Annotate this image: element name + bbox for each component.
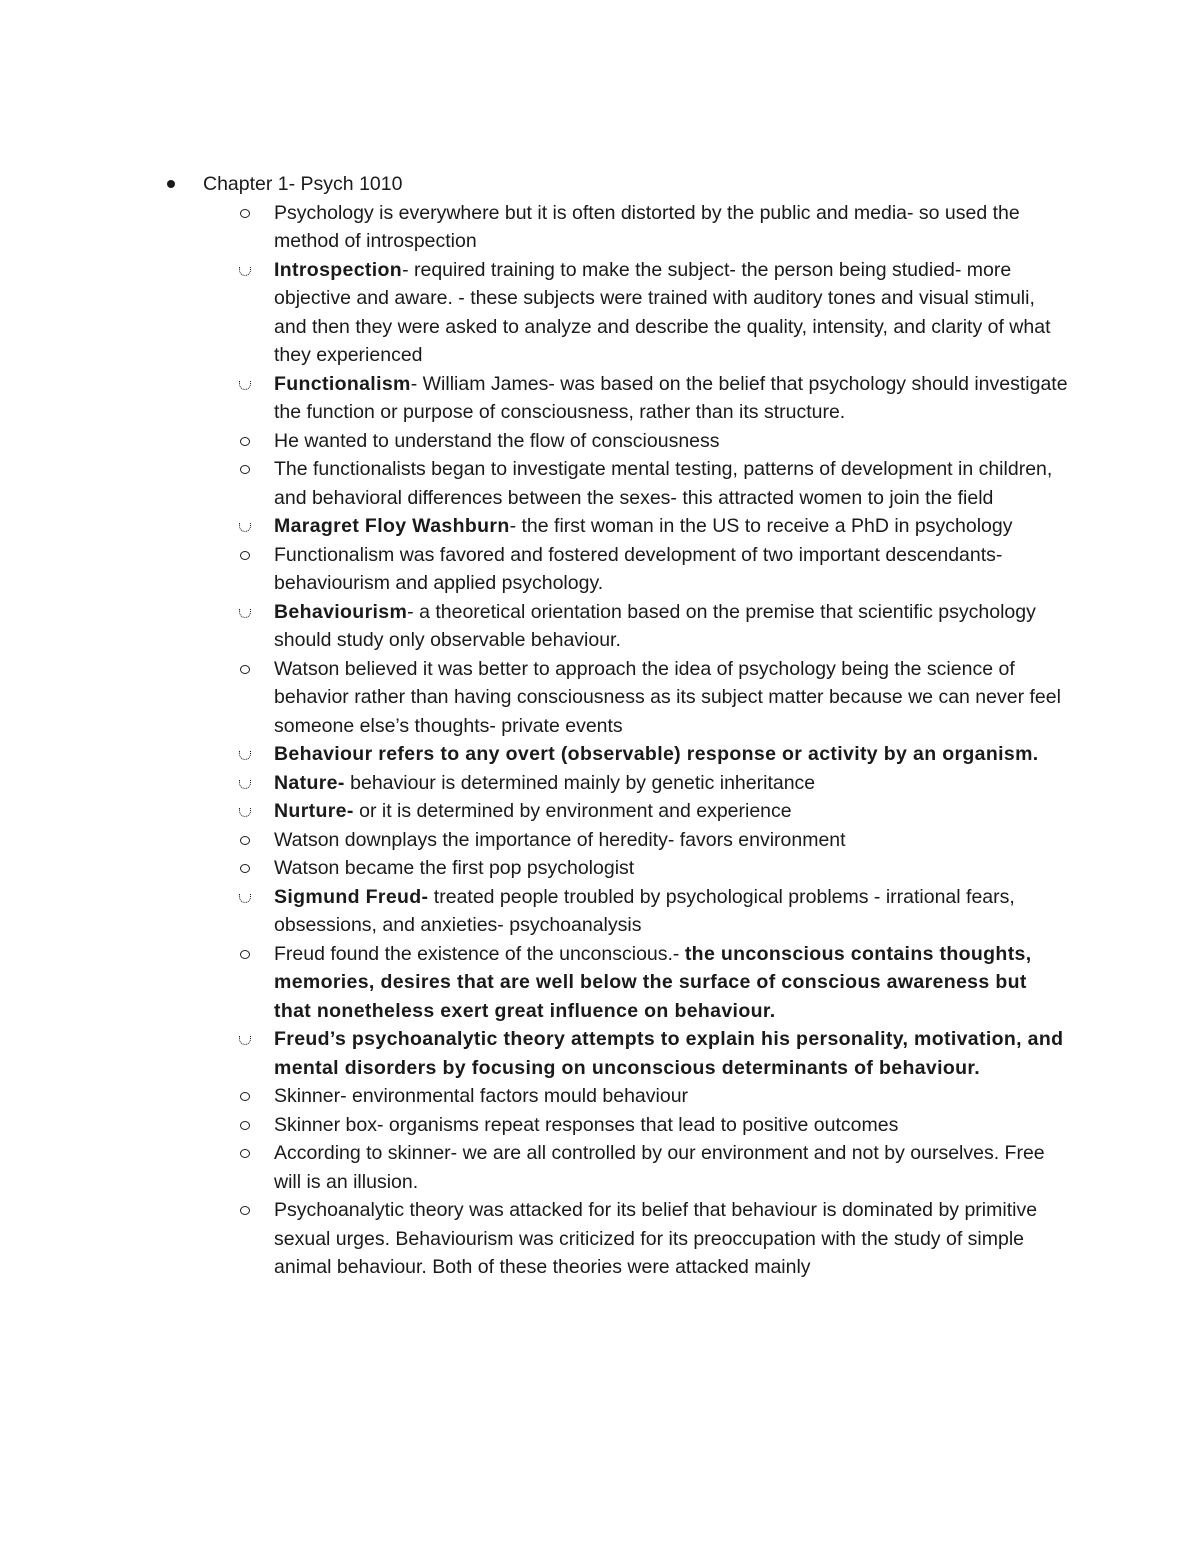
text-run: Skinner box- organisms repeat responses that lead to positive outcomes xyxy=(274,1113,899,1136)
note-text xyxy=(274,256,1068,370)
bold-term: the unconscious contains thoughts, memories, desires that are well below the surface of conscious awareness but that nonetheless exert great influence on behaviour. xyxy=(274,942,1032,1022)
text-run: Skinner- environmental factors mould behaviour xyxy=(274,1085,689,1107)
bold-term: Behaviourism xyxy=(274,600,408,623)
note-list-item xyxy=(238,598,1068,655)
bold-term: Introspection xyxy=(274,258,403,281)
note-text xyxy=(274,769,1068,798)
hollow-circle-bullet-icon xyxy=(238,826,260,855)
note-list-item xyxy=(238,854,1068,883)
bold-term: Behaviour refers to any overt (observable) response or activity by an organism. xyxy=(274,743,1039,765)
dotted-bullet-icon xyxy=(238,512,260,541)
note-list-item xyxy=(238,256,1068,370)
note-list-item xyxy=(238,655,1068,741)
note-text xyxy=(274,1082,1068,1111)
hollow-circle-bullet-icon xyxy=(238,854,260,883)
note-list-item xyxy=(238,883,1068,940)
hollow-circle-bullet-icon xyxy=(238,427,260,456)
text-run: - the first woman in the US to receive a PhD in psychology xyxy=(509,515,1013,537)
note-text xyxy=(274,1025,1068,1082)
text-run: or it is determined by environment and experience xyxy=(353,800,792,822)
text-run: The functionalists began to investigate mental testing, patterns of development in children, and behavioral differences between the sexes- this attracted women to join the field xyxy=(274,458,1053,509)
bold-term: Nature- xyxy=(274,771,345,794)
text-run: - required training to make the subject- the person being studied- more objective and aware. - these subjects were trained with auditory tones and visual stimuli, and then they were asked to analyze and describe the quality, intensity, and clarity of what they experienced xyxy=(274,258,1051,366)
note-list-item xyxy=(238,199,1068,256)
text-run: treated people troubled by psychological problems - irrational fears, obsessions, and anxieties- psychoanalysis xyxy=(274,885,1015,936)
text-run: behaviour is determined mainly by genetic inheritance xyxy=(344,771,816,794)
text-run: Functionalism was favored and fostered development of two important descendants- behaviourism and applied psychology. xyxy=(274,543,1003,594)
text-run: - a theoretical orientation based on the premise that scientific psychology should study only observable behaviour. xyxy=(274,600,1036,651)
hollow-circle-bullet-icon xyxy=(238,655,260,684)
hollow-circle-bullet-icon xyxy=(238,1111,260,1140)
bold-term: Sigmund Freud- xyxy=(274,885,429,908)
note-text xyxy=(274,455,1068,512)
note-text xyxy=(274,797,1068,826)
text-run: Watson downplays the importance of heredity- favors environment xyxy=(274,828,846,851)
text-run: Watson believed it was better to approach the idea of psychology being the science of behavior rather than having consciousness as its subject matter because we can never feel someone else’s thoughts- private events xyxy=(274,657,1061,737)
hollow-circle-bullet-icon xyxy=(238,199,260,228)
dotted-bullet-icon xyxy=(238,883,260,912)
hollow-circle-bullet-icon xyxy=(238,1139,260,1168)
note-list-item xyxy=(238,940,1068,1026)
hollow-circle-bullet-icon xyxy=(238,940,260,969)
note-list-item xyxy=(238,826,1068,855)
note-text xyxy=(274,541,1068,598)
note-list-item xyxy=(238,769,1068,798)
note-list-item xyxy=(238,541,1068,598)
bold-term: Nurture- xyxy=(274,800,354,822)
note-text xyxy=(274,1111,1068,1140)
note-list-item xyxy=(238,370,1068,427)
note-list-item xyxy=(238,1196,1068,1282)
note-text xyxy=(274,598,1068,655)
text-run: Psychology is everywhere but it is often distorted by the public and media- so used the method of introspection xyxy=(274,201,1020,252)
dotted-bullet-icon xyxy=(238,256,260,285)
hollow-circle-bullet-icon xyxy=(238,455,260,484)
note-text xyxy=(274,427,1068,456)
note-list-item xyxy=(238,1139,1068,1196)
hollow-circle-bullet-icon xyxy=(238,1196,260,1225)
notes-sublist xyxy=(238,199,1068,1282)
note-text xyxy=(274,655,1068,741)
dotted-bullet-icon xyxy=(238,769,260,798)
note-list-item xyxy=(238,740,1068,769)
note-text xyxy=(274,940,1068,1026)
note-text xyxy=(274,199,1068,256)
text-run: Freud found the existence of the unconscious.- xyxy=(274,942,685,965)
text-run: Psychoanalytic theory was attacked for its belief that behaviour is dominated by primitive sexual urges. Behaviourism was criticized for its preoccupation with the study of simple animal behaviour. Both of these theories were attacked mainly xyxy=(274,1199,1038,1278)
dotted-bullet-icon xyxy=(238,1025,260,1054)
note-text xyxy=(274,854,1068,883)
dotted-bullet-icon xyxy=(238,598,260,627)
note-list-item xyxy=(238,427,1068,456)
note-list-item xyxy=(238,797,1068,826)
dotted-bullet-icon xyxy=(238,797,260,826)
dotted-bullet-icon xyxy=(238,370,260,399)
chapter-heading: Chapter 1- Psych 1010 xyxy=(203,173,403,195)
note-list-item xyxy=(238,1025,1068,1082)
note-list-item xyxy=(238,1082,1068,1111)
note-list-item xyxy=(238,1111,1068,1140)
note-text xyxy=(274,883,1068,940)
hollow-circle-bullet-icon xyxy=(238,1082,260,1111)
filled-bullet-icon xyxy=(167,180,175,188)
hollow-circle-bullet-icon xyxy=(238,541,260,570)
text-run: - William James- was based on the belief that psychology should investigate the function or purpose of consciousness, rather than its structure. xyxy=(274,372,1068,423)
text-run: According to skinner- we are all controlled by our environment and not by ourselves. Free will is an illusion. xyxy=(274,1142,1045,1193)
text-run: Watson became the first pop psychologist xyxy=(274,857,635,879)
note-text xyxy=(274,370,1068,427)
note-text xyxy=(274,826,1068,855)
note-text xyxy=(274,1196,1068,1282)
bold-term: Maragret Floy Washburn xyxy=(274,515,510,537)
bold-term: Freud’s psychoanalytic theory attempts to explain his personality, motivation, and mental disorders by focusing on unconscious determinants of behaviour. xyxy=(274,1028,1064,1079)
text-run: He wanted to understand the flow of consciousness xyxy=(274,429,720,452)
note-list-item xyxy=(238,455,1068,512)
note-text xyxy=(274,512,1068,541)
bold-term: Functionalism xyxy=(274,372,411,395)
dotted-bullet-icon xyxy=(238,740,260,769)
note-list-item xyxy=(238,512,1068,541)
note-text xyxy=(274,740,1068,769)
note-text xyxy=(274,1139,1068,1196)
